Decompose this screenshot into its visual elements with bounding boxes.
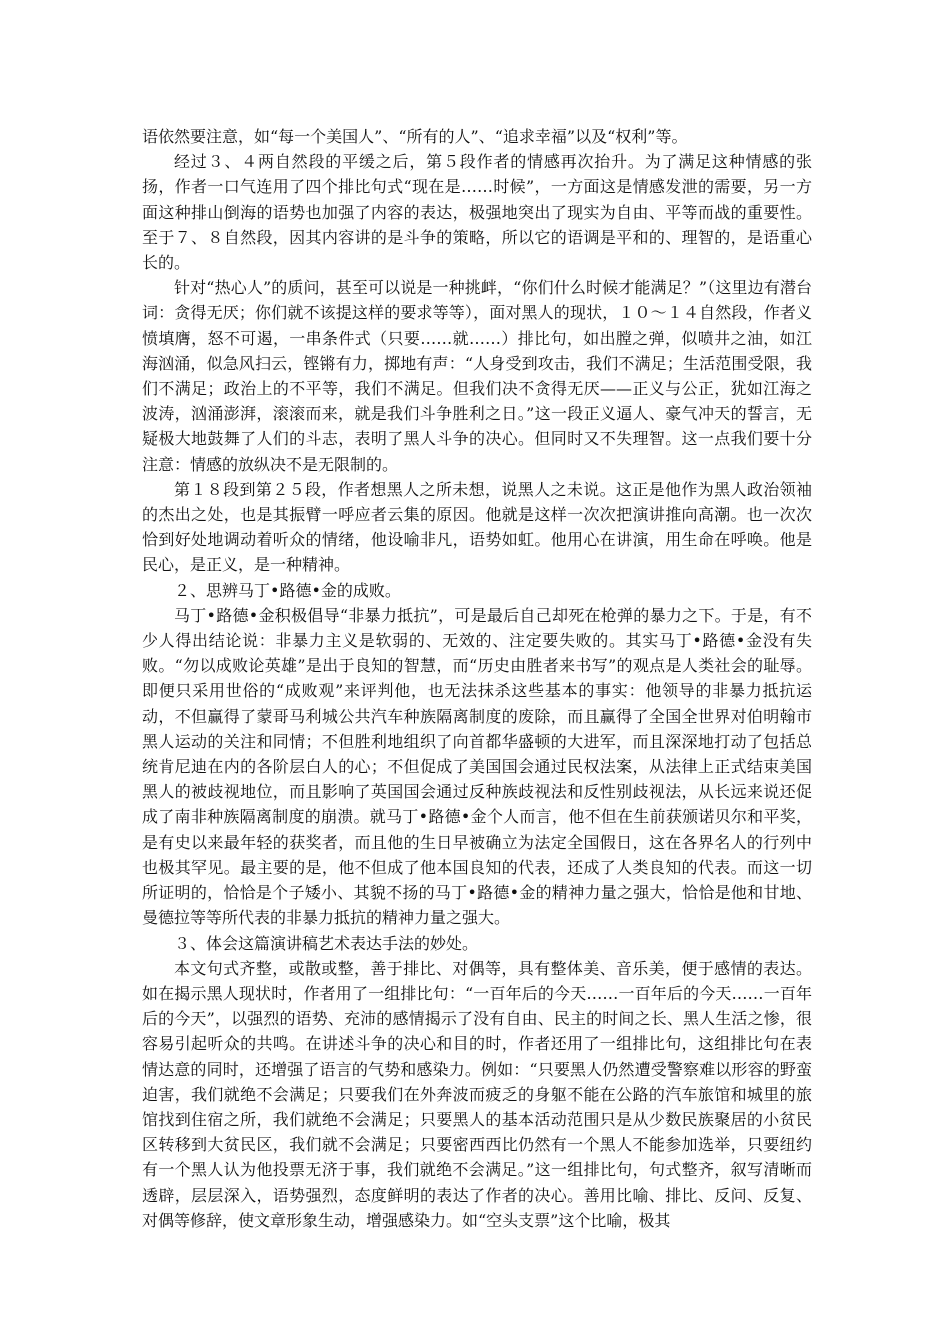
paragraph-continuation: 语依然要注意，如“每一个美国人”、“所有的人”、“追求幸福”以及“权利”等。 — [142, 127, 688, 146]
paragraph-success-failure: 马丁•路德•金积极倡导“非暴力抵抗”，可是最后自己却死在枪弹的暴力之下。于是，有不少人得出结论说：非暴力主义是软弱的、无效的、注定要失败的。其实马丁•路德•金没有失败。“勿以成败论英雄”是出于良知的智慧，而“历史由胜者来书写”的观点是人类社会的耻辱。即便只采用世俗的“成败观”来评判他，也无法抹杀这些基本的事实：他领导的非暴力抵抗运动，不但赢得了蒙哥马利城公共汽车种族隔离制度的废除，而且赢得了全国全世界对伯明翰市黑人运动的关注和同情；不但胜利地组织了向首都华盛顿的大进军，而且深深地打动了包括总统肯尼迪在内的各阶层白人的心；不但促成了美国国会通过民权法案，从法律上正式结束美国黑人的被歧视地位，而且影响了英国国会通过反种族歧视法和反性别歧视法，从长远来说还促成了南非种族隔离制度的崩溃。就马丁•路德•金个人而言，他不但在生前获颁诺贝尔和平奖，是有史以来最年轻的获奖者，而且他的生日早被确立为法定全国假日，这在各界名人的行列中也极其罕见。最主要的是，他不但成了他本国良知的代表，还成了人类良知的代表。而这一切所证明的，恰恰是个子矮小、其貌不扬的马丁•路德•金的精神力量之强大，恰恰是他和甘地、曼德拉等等所代表的非暴力抵抗的精神力量之强大。 — [142, 605, 812, 928]
paragraph-climax: 第１８段到第２５段，作者想黑人之所未想，说黑人之未说。这正是他作为黑人政治领袖的杰出之处，也是其振臂一呼应者云集的原因。他就是这样一次次把演讲推向高潮。也一次次恰到好处地调动着听众的情绪，他设喻非凡，语势如虹。他用心在讲演，用生命在呼唤。他是民心，是正义，是一种精神。 — [142, 479, 812, 575]
paragraph-rhetoric: 本文句式齐整，或散或整，善于排比、对偶等，具有整体美、音乐美，便于感情的表达。如在揭示黑人现状时，作者用了一组排比句：“一百年后的今天……一百年后的今天……一百年后的今天”，以强烈的语势、充沛的感情揭示了没有自由、民主的时间之长、黑人生活之惨，很容易引起听众的共鸣。在讲述斗争的决心和目的时，作者还用了一组排比句，这组排比句在表情达意的同时，还增强了语言的气势和感染力。例如：“只要黑人仍然遭受警察难以形容的野蛮迫害，我们就绝不会满足；只要我们在外奔波而疲乏的身躯不能在公路的汽车旅馆和城里的旅馆找到住宿之所，我们就绝不会满足；只要黑人的基本活动范围只是从少数民族聚居的小贫民区转移到大贫民区，我们就不会满足；只要密西西比仍然有一个黑人不能参加选举，只要纽约有一个黑人认为他投票无济于事，我们就绝不会满足。”这一组排比句，句式整齐，叙写清晰而透辟，层层深入，语势强烈，态度鲜明的表达了作者的决心。善用比喻、排比、反问、反复、对偶等修辞，使文章形象生动，增强感染力。如“空头支票”这个比喻，极其 — [142, 958, 812, 1230]
paragraph-rebuttal: 针对“热心人”的质问，甚至可以说是一种挑衅，“你们什么时候才能满足？”（这里边有潜台词：贪得无厌；你们就不该提这样的要求等等），面对黑人的现状，１０～１４自然段，作者义愤填膺，怒不可遏，一串条件式（只要……就……）排比句，如出膛之弹，似喷井之油，如江海汹涌，似急风扫云，铿锵有力，掷地有声：“人身受到攻击，我们不满足；生活范围受限，我们不满足；政治上的不平等，我们不满足。但我们决不贪得无厌——正义与公正，犹如江海之波涛，汹涌澎湃，滚滚而来，就是我们斗争胜利之日。”这一段正义逼人、豪气冲天的誓言，无疑极大地鼓舞了人们的斗志，表明了黑人斗争的决心。但同时又不失理智。这一点我们要十分注意：情感的放纵决不是无限制的。 — [142, 278, 812, 474]
section-heading-2: ２、思辨马丁•路德•金的成败。 — [174, 580, 401, 600]
paragraph-emotion-rise: 经过３、４两自然段的平缓之后，第５段作者的情感再次抬升。为了满足这种情感的张扬，作者一口气连用了四个排比句式“现在是……时候”，一方面这是情感发泄的需要，另一方面这种排山倒海的语势也加强了内容的表达，极强地突出了现实为自由、平等而战的重要性。至于７、８自然段，因其内容讲的是斗争的策略，所以它的语调是平和的、理智的，是语重心长的。 — [142, 152, 812, 273]
document-body — [142, 124, 812, 1233]
section-heading-3: ３、体会这篇演讲稿艺术表达手法的妙处。 — [174, 933, 479, 953]
